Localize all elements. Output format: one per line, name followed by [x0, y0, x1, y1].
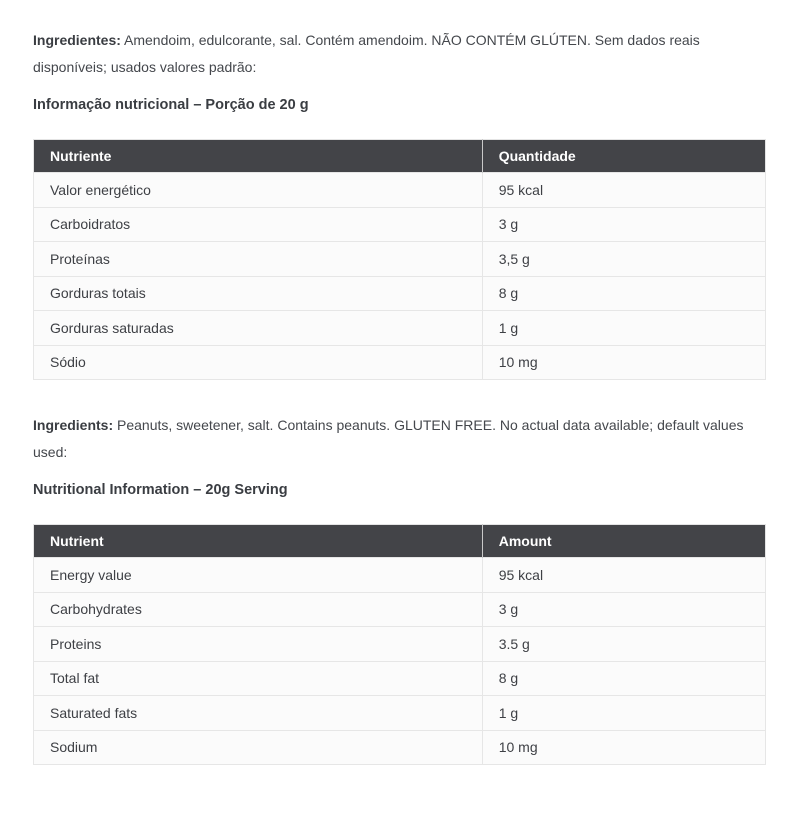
table-row — [34, 242, 766, 277]
column-header-nutrient-en: Nutrient — [34, 525, 483, 558]
table-row — [34, 558, 766, 593]
ingredients-label-en: Ingredients: — [33, 417, 114, 433]
nutrient-value: 1 g — [482, 311, 765, 346]
ingredients-text-pt: Amendoim, edulcorante, sal. Contém amendoim. NÃO CONTÉM GLÚTEN. Sem dados reais disponíveis; usados valores padrão: — [33, 32, 700, 75]
nutrient-name: Energy value — [34, 558, 483, 593]
table-row — [34, 173, 766, 208]
nutrient-value: 3.5 g — [482, 627, 765, 662]
table-row — [34, 661, 766, 696]
nutrient-value: 95 kcal — [482, 558, 765, 593]
table-row — [34, 311, 766, 346]
product-description — [0, 27, 800, 765]
table-row — [34, 345, 766, 380]
nutrient-name: Saturated fats — [34, 696, 483, 731]
nutrition-table-title-pt: Informação nutricional – Porção de 20 g — [33, 97, 309, 113]
nutrient-value: 8 g — [482, 276, 765, 311]
ingredients-text-en: Peanuts, sweetener, salt. Contains peanuts. GLUTEN FREE. No actual data available; default values used: — [33, 417, 744, 460]
table-row — [34, 730, 766, 765]
nutrient-value: 1 g — [482, 696, 765, 731]
table-row — [34, 207, 766, 242]
ingredients-paragraph-en — [33, 412, 766, 466]
nutrient-name: Proteínas — [34, 242, 483, 277]
nutrient-name: Sódio — [34, 345, 483, 380]
nutrient-name: Sodium — [34, 730, 483, 765]
nutrient-value: 3 g — [482, 207, 765, 242]
nutrient-name: Valor energético — [34, 173, 483, 208]
ingredients-label-pt: Ingredientes: — [33, 32, 121, 48]
nutrient-value: 10 mg — [482, 730, 765, 765]
column-header-amount-pt: Quantidade — [482, 140, 765, 173]
column-header-nutrient-pt: Nutriente — [34, 140, 483, 173]
nutrition-table-pt — [33, 139, 766, 380]
nutrient-value: 95 kcal — [482, 173, 765, 208]
nutrient-name: Gorduras saturadas — [34, 311, 483, 346]
nutrient-name: Carboidratos — [34, 207, 483, 242]
nutrient-name: Gorduras totais — [34, 276, 483, 311]
table-row — [34, 627, 766, 662]
table-row — [34, 592, 766, 627]
nutrient-value: 3,5 g — [482, 242, 765, 277]
ingredients-paragraph-pt — [33, 27, 766, 81]
nutrition-table-en — [33, 524, 766, 765]
nutrition-table-title-en: Nutritional Information – 20g Serving — [33, 482, 288, 498]
table-header-row — [34, 525, 766, 558]
nutrient-value: 10 mg — [482, 345, 765, 380]
column-header-amount-en: Amount — [482, 525, 765, 558]
table-row — [34, 696, 766, 731]
nutrient-value: 3 g — [482, 592, 765, 627]
section-english — [33, 412, 766, 765]
section-portuguese — [33, 27, 766, 380]
nutrient-name: Carbohydrates — [34, 592, 483, 627]
table-row — [34, 276, 766, 311]
nutrient-name: Total fat — [34, 661, 483, 696]
table-header-row — [34, 140, 766, 173]
nutrient-name: Proteins — [34, 627, 483, 662]
nutrient-value: 8 g — [482, 661, 765, 696]
